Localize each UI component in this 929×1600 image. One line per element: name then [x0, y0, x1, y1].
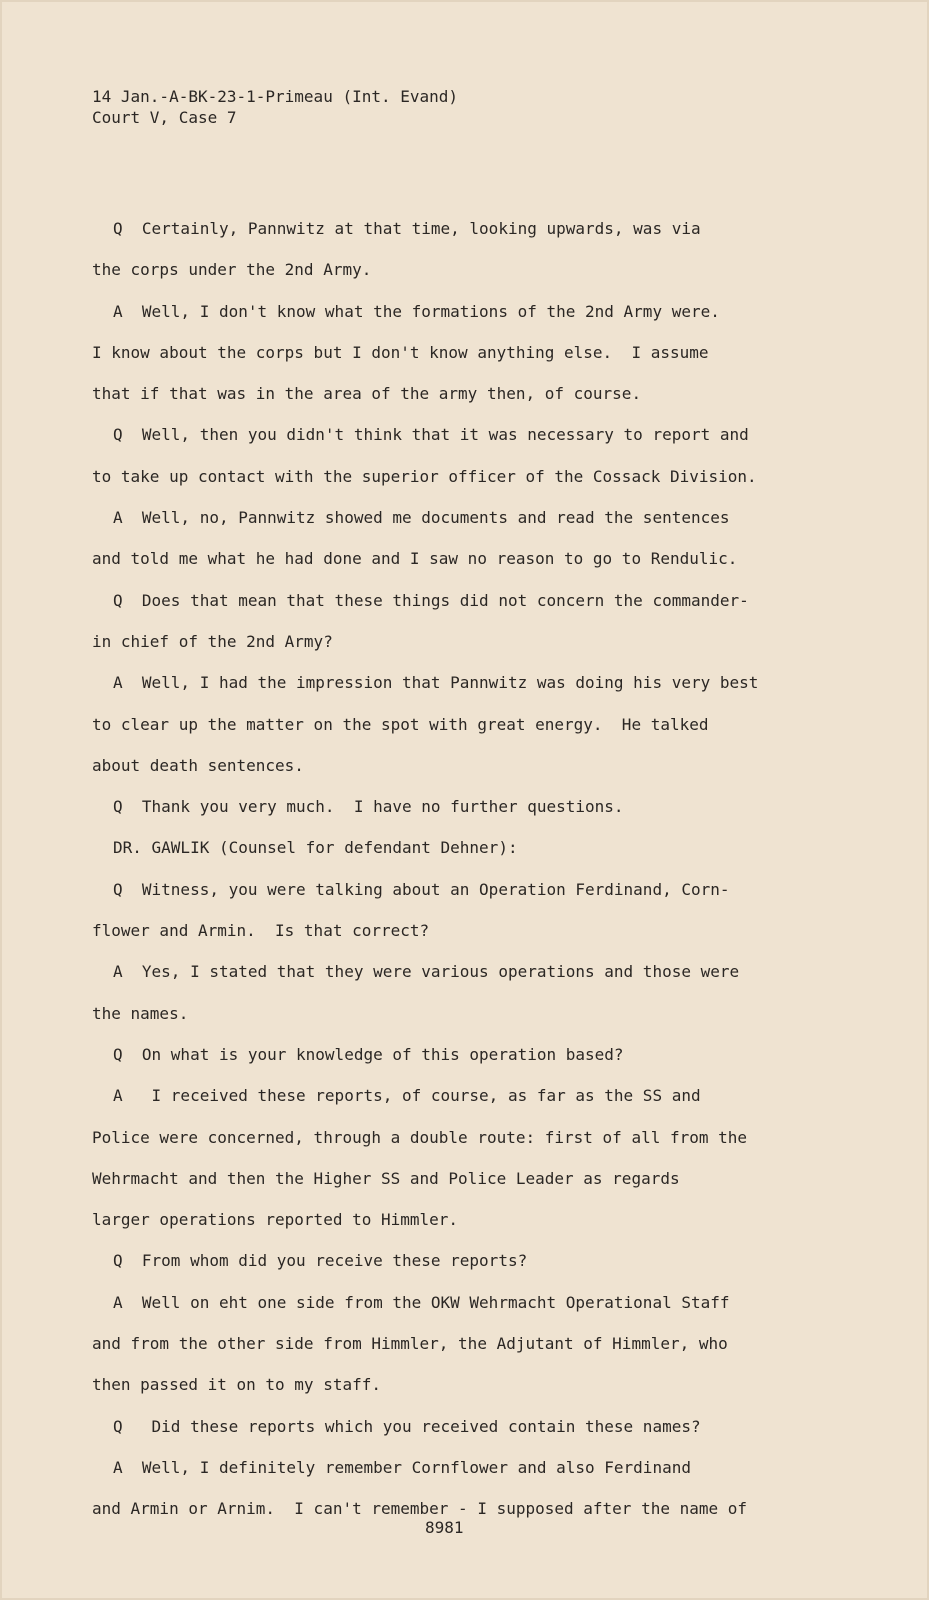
transcript-line: A Well, no, Pannwitz showed me documents and read the sentences	[113, 508, 730, 528]
transcript-line: about death sentences.	[92, 755, 304, 775]
transcript-line: Q Witness, you were talking about an Operation Ferdinand, Corn-	[113, 879, 730, 899]
header-reference: 14 Jan.-A-BK-23-1-Primeau (Int. Evand)	[92, 87, 459, 106]
transcript-line: larger operations reported to Himmler.	[92, 1210, 459, 1230]
transcript-line: Q Thank you very much. I have no further questions.	[113, 797, 624, 817]
transcript-line: A Well, I don't know what the formations of the 2nd Army were.	[113, 301, 720, 321]
transcript-line: and from the other side from Himmler, the Adjutant of Himmler, who	[92, 1334, 728, 1354]
transcript-line: and Armin or Arnim. I can't remember - I supposed after the name of	[92, 1499, 748, 1519]
header-court-case: Court V, Case 7	[92, 108, 237, 127]
transcript-line: I know about the corps but I don't know anything else. I assume	[92, 342, 709, 362]
transcript-body	[92, 208, 912, 1530]
transcript-line: the names.	[92, 1003, 189, 1023]
transcript-line: Q Well, then you didn't think that it was necessary to report and	[113, 425, 749, 445]
transcript-line: A Yes, I stated that they were various operations and those were	[113, 962, 740, 982]
page-number: 8981	[425, 1518, 464, 1537]
transcript-line: Q Did these reports which you received contain these names?	[113, 1416, 701, 1436]
transcript-line: Q Certainly, Pannwitz at that time, looking upwards, was via	[113, 219, 701, 238]
transcript-line: Police were concerned, through a double route: first of all from the	[92, 1127, 748, 1147]
document-header	[92, 86, 458, 128]
transcript-line: Q Does that mean that these things did not concern the commander-	[113, 590, 749, 610]
transcript-line: then passed it on to my staff.	[92, 1375, 381, 1395]
transcript-line: Q On what is your knowledge of this operation based?	[113, 1044, 624, 1064]
transcript-line: to clear up the matter on the spot with great energy. He talked	[92, 714, 709, 734]
transcript-line: to take up contact with the superior officer of the Cossack Division.	[92, 466, 757, 486]
transcript-line: Wehrmacht and then the Higher SS and Police Leader as regards	[92, 1168, 680, 1188]
transcript-line: and told me what he had done and I saw no reason to go to Rendulic.	[92, 549, 738, 569]
transcript-line: A Well, I had the impression that Pannwitz was doing his very best	[113, 673, 759, 693]
transcript-line: Q From whom did you receive these reports?	[113, 1251, 528, 1271]
transcript-line: A Well on eht one side from the OKW Wehrmacht Operational Staff	[113, 1292, 730, 1312]
transcript-line: A Well, I definitely remember Cornflower and also Ferdinand	[113, 1457, 691, 1477]
speaker-line: DR. GAWLIK (Counsel for defendant Dehner):	[113, 838, 518, 858]
transcript-line: A I received these reports, of course, as far as the SS and	[113, 1086, 701, 1106]
transcript-line: that if that was in the area of the army then, of course.	[92, 384, 642, 404]
transcript-line: the corps under the 2nd Army.	[92, 260, 372, 280]
transcript-line: flower and Armin. Is that correct?	[92, 921, 430, 941]
transcript-line: in chief of the 2nd Army?	[92, 631, 333, 651]
